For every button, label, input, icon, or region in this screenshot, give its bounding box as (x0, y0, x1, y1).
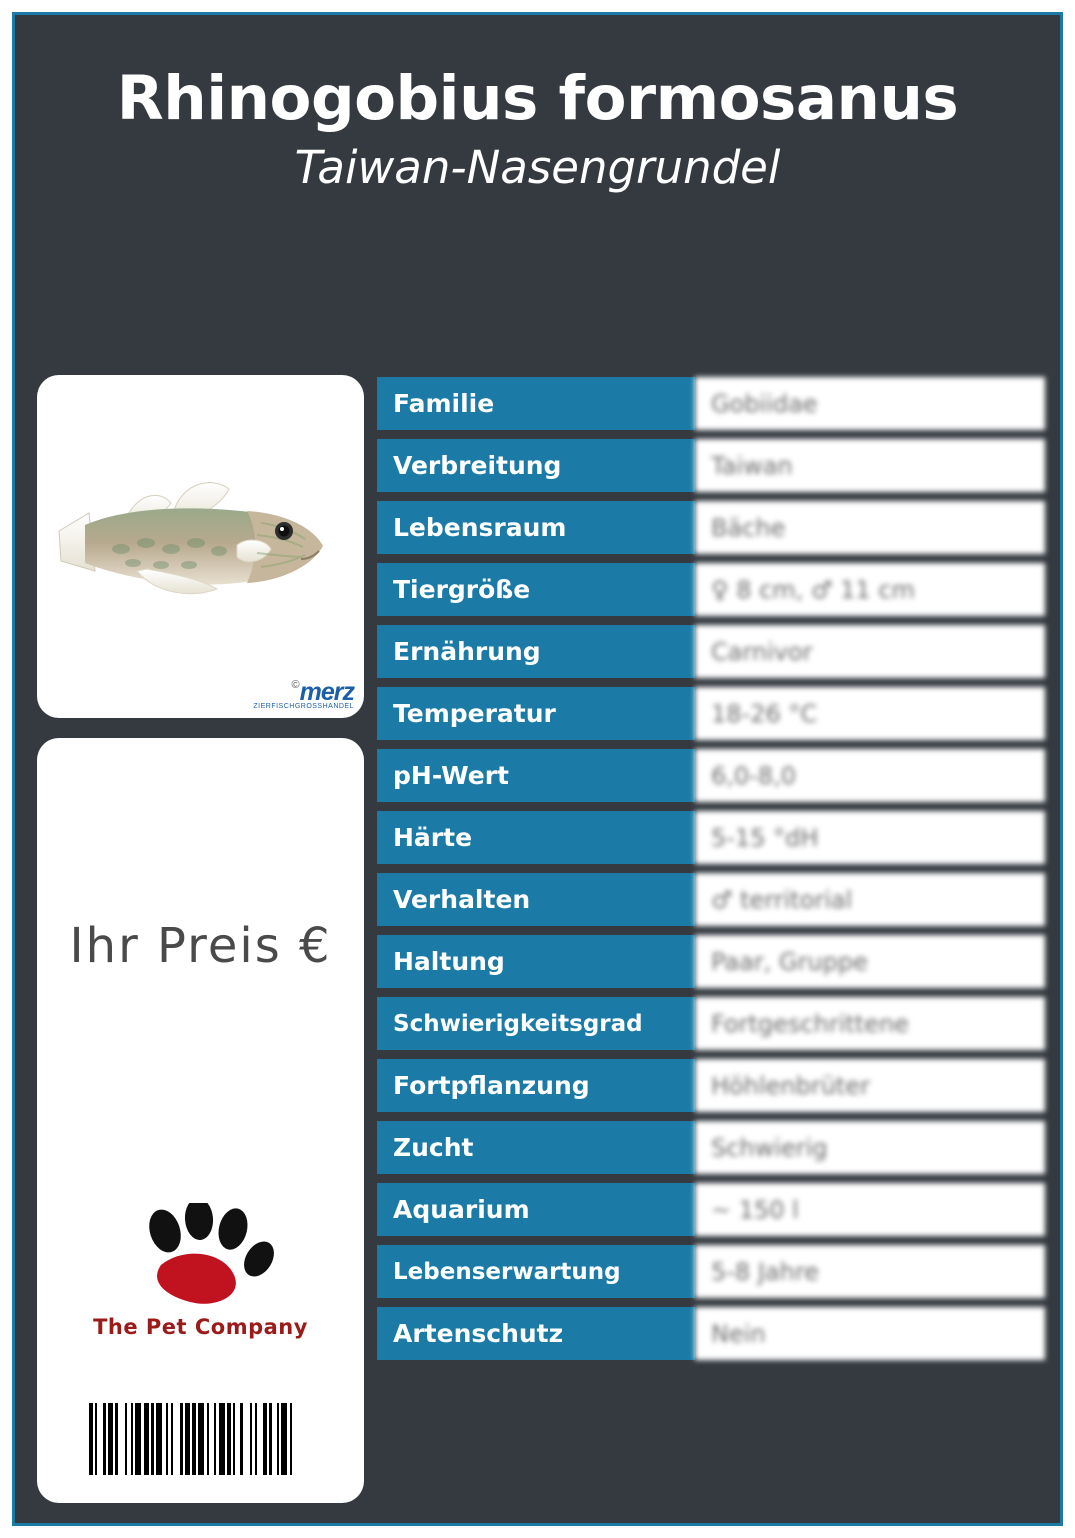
table-row (377, 873, 1045, 926)
table-row (377, 1307, 1045, 1360)
spec-value: Schwierig (695, 1121, 1045, 1174)
spec-value: Paar, Gruppe (695, 935, 1045, 988)
table-row (377, 501, 1045, 554)
spec-value: Carnivor (695, 625, 1045, 678)
spec-key: Verhalten (377, 873, 695, 926)
table-row (377, 1121, 1045, 1174)
copyright-symbol: © (291, 679, 300, 691)
price-panel (37, 738, 364, 1503)
spec-value: 5-8 Jahre (695, 1245, 1045, 1298)
spec-value: 6,0-8,0 (695, 749, 1045, 802)
spec-key: Härte (377, 811, 695, 864)
common-name-subtitle: Taiwan-Nasengrundel (294, 141, 781, 195)
spec-key: Haltung (377, 935, 695, 988)
table-row (377, 749, 1045, 802)
barcode (89, 1403, 315, 1475)
table-row (377, 439, 1045, 492)
fish-photo-panel (37, 375, 364, 718)
spec-value: ♂ territorial (695, 873, 1045, 926)
page-title: Rhinogobius formosanus (116, 63, 959, 134)
paw-print-icon (121, 1203, 281, 1313)
spec-value: Taiwan (695, 439, 1045, 492)
table-row (377, 935, 1045, 988)
spec-value: Nein (695, 1307, 1045, 1360)
spec-key: Lebensraum (377, 501, 695, 554)
spec-key: Verbreitung (377, 439, 695, 492)
table-row (377, 625, 1045, 678)
table-row (377, 997, 1045, 1050)
card-header (15, 15, 1060, 194)
company-name: The Pet Company (93, 1315, 308, 1339)
table-row (377, 377, 1045, 430)
table-row (377, 811, 1045, 864)
spec-key: Fortpflanzung (377, 1059, 695, 1112)
spec-key: Zucht (377, 1121, 695, 1174)
spec-key: pH-Wert (377, 749, 695, 802)
spec-value: 5-15 °dH (695, 811, 1045, 864)
photo-credit-brand: merz (299, 678, 354, 706)
spec-key: Schwierigkeitsgrad (377, 997, 695, 1050)
spec-value: Bäche (695, 501, 1045, 554)
table-row (377, 563, 1045, 616)
species-info-card (12, 12, 1063, 1526)
fish-illustration (51, 453, 351, 643)
spec-value: Gobiidae (695, 377, 1045, 430)
spec-value: ~ 150 l (695, 1183, 1045, 1236)
spec-value: ♀ 8 cm, ♂ 11 cm (695, 563, 1045, 616)
spec-value: 18-26 °C (695, 687, 1045, 740)
table-row (377, 1059, 1045, 1112)
spec-key: Familie (377, 377, 695, 430)
photo-credit (253, 680, 354, 710)
table-row (377, 687, 1045, 740)
spec-key: Aquarium (377, 1183, 695, 1236)
price-label: Ihr Preis € (69, 918, 332, 974)
table-row (377, 1183, 1045, 1236)
spec-key: Tiergröße (377, 563, 695, 616)
spec-key: Lebenserwartung (377, 1245, 695, 1298)
spec-key: Temperatur (377, 687, 695, 740)
spec-value: Höhlenbrüter (695, 1059, 1045, 1112)
species-spec-table (377, 377, 1045, 1369)
table-row (377, 1245, 1045, 1298)
photo-credit-subtitle: ZIERFISCHGROSSHANDEL (253, 703, 354, 710)
spec-key: Artenschutz (377, 1307, 695, 1360)
spec-key: Ernährung (377, 625, 695, 678)
company-logo (37, 1203, 364, 1339)
spec-value: Fortgeschrittene (695, 997, 1045, 1050)
